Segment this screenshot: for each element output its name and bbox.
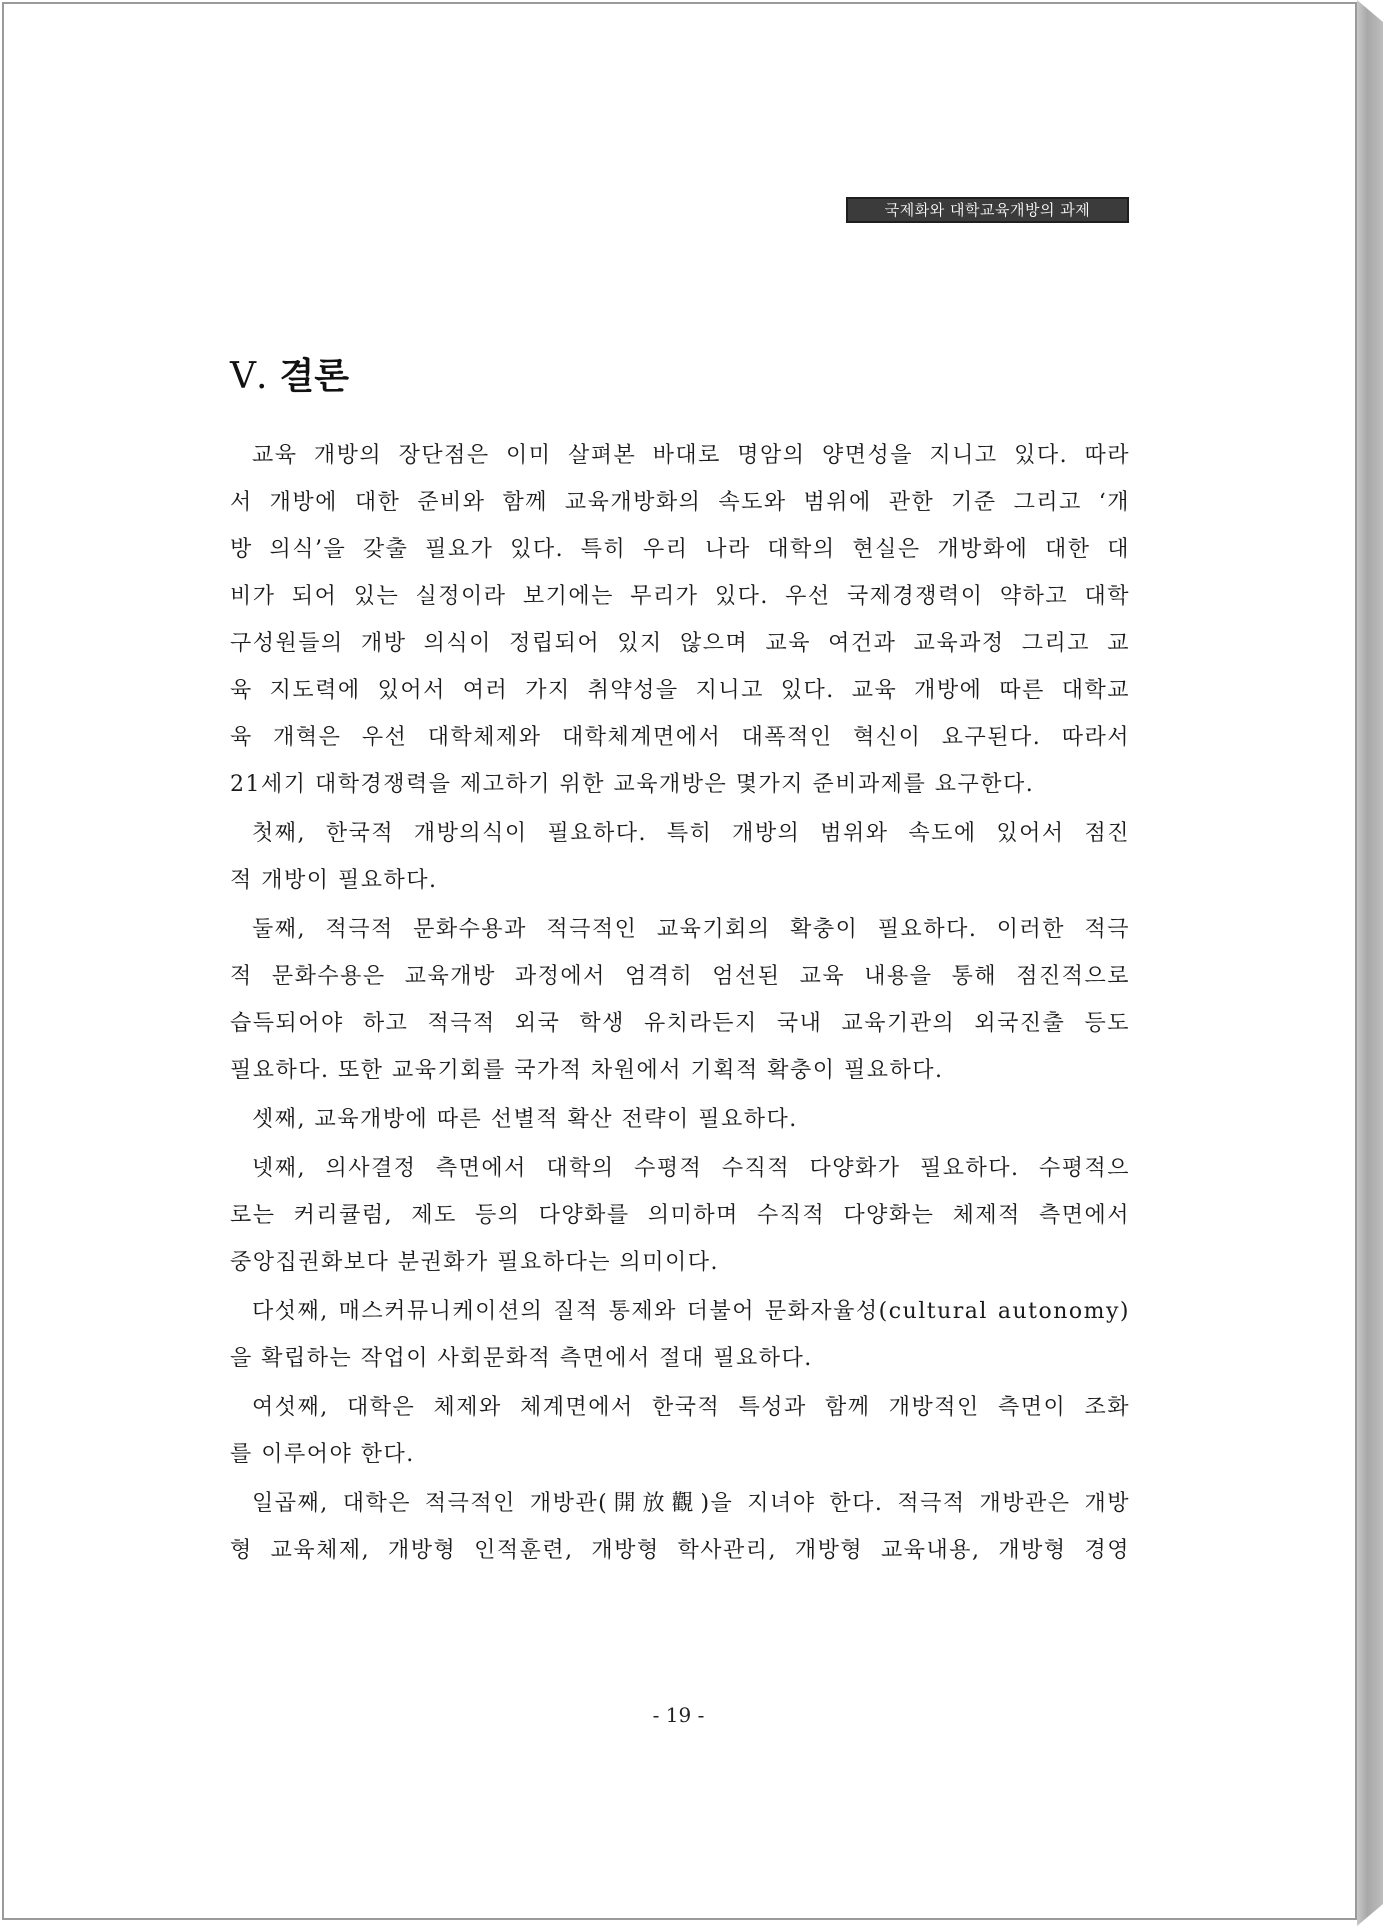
running-header: 국제화와 대학교육개방의 과제: [846, 197, 1129, 223]
paragraph-line: 를 이루어야 한다.: [230, 1442, 415, 1467]
paragraph-line: 적 문화수용은 교육개방 과정에서 엄격히 엄선된 교육 내용을 통해 점진적으로: [230, 964, 1130, 989]
paragraph-line: 비가 되어 있는 실정이라 보기에는 무리가 있다. 우선 국제경쟁력이 약하고 대학: [230, 584, 1130, 609]
paragraph-line: 교육 개방의 장단점은 이미 살펴본 바대로 명암의 양면성을 지니고 있다. 따라: [252, 443, 1130, 468]
paragraph-line: 을 확립하는 작업이 사회문화적 측면에서 절대 필요하다.: [230, 1346, 813, 1371]
page-number: - 19 -: [652, 1703, 705, 1727]
paragraph-line: 구성원들의 개방 의식이 정립되어 있지 않으며 교육 여건과 교육과정 그리고 교: [230, 631, 1130, 656]
page-edge-shadow: [1357, 0, 1383, 1926]
paragraph-line: 21세기 대학경쟁력을 제고하기 위한 교육개방은 몇가지 준비과제를 요구한다.: [230, 772, 1035, 797]
paragraph-line: 방 의식’을 갖출 필요가 있다. 특히 우리 나라 대학의 현실은 개방화에 대한 대: [230, 537, 1130, 562]
paragraph-line: 여섯째, 대학은 체제와 체계면에서 한국적 특성과 함께 개방적인 측면이 조화: [252, 1395, 1130, 1420]
paragraph-line: 다섯째, 매스커뮤니케이션의 질적 통제와 더불어 문화자율성(cultural autonomy): [252, 1299, 1130, 1324]
paragraph-line: 넷째, 의사결정 측면에서 대학의 수평적 수직적 다양화가 필요하다. 수평적으: [252, 1156, 1130, 1181]
page-curl-top: [1357, 0, 1383, 22]
paragraph-line: 필요하다. 또한 교육기회를 국가적 차원에서 기획적 확충이 필요하다.: [230, 1058, 944, 1083]
paragraph-line: 셋째, 교육개방에 따른 선별적 확산 전략이 필요하다.: [252, 1107, 798, 1132]
paragraph-line: 서 개방에 대한 준비와 함께 교육개방화의 속도와 범위에 관한 기준 그리고 ‘개: [230, 490, 1130, 515]
page-curl-bottom: [1357, 1904, 1383, 1926]
paragraph-line: 육 개혁은 우선 대학체제와 대학체계면에서 대폭적인 혁신이 요구된다. 따라서: [230, 725, 1130, 750]
paragraph-line: 습득되어야 하고 적극적 외국 학생 유치라든지 국내 교육기관의 외국진출 등도: [230, 1011, 1130, 1036]
paragraph-line: 중앙집권화보다 분권화가 필요하다는 의미이다.: [230, 1250, 720, 1275]
section-number: Ⅴ.: [230, 356, 268, 397]
paragraph-line: 로는 커리큘럼, 제도 등의 다양화를 의미하며 수직적 다양화는 체제적 측면에서: [230, 1203, 1130, 1228]
paragraph-line: 육 지도력에 있어서 여러 가지 취약성을 지니고 있다. 교육 개방에 따른 대학교: [230, 678, 1130, 703]
paragraph-line: 적 개방이 필요하다.: [230, 868, 438, 893]
paragraph-line: 형 교육체제, 개방형 인적훈련, 개방형 학사관리, 개방형 교육내용, 개방형 경영: [230, 1538, 1130, 1563]
paragraph-line: 첫째, 한국적 개방의식이 필요하다. 특히 개방의 범위와 속도에 있어서 점진: [252, 821, 1130, 846]
paragraph-line: 둘째, 적극적 문화수용과 적극적인 교육기회의 확충이 필요하다. 이러한 적극: [252, 917, 1130, 942]
paragraph-line: 일곱째, 대학은 적극적인 개방관(開放觀)을 지녀야 한다. 적극적 개방관은 개방: [252, 1491, 1130, 1516]
section-title: [230, 348, 349, 399]
body-text: [230, 432, 1130, 1574]
section-title-text: 결론: [279, 355, 350, 397]
